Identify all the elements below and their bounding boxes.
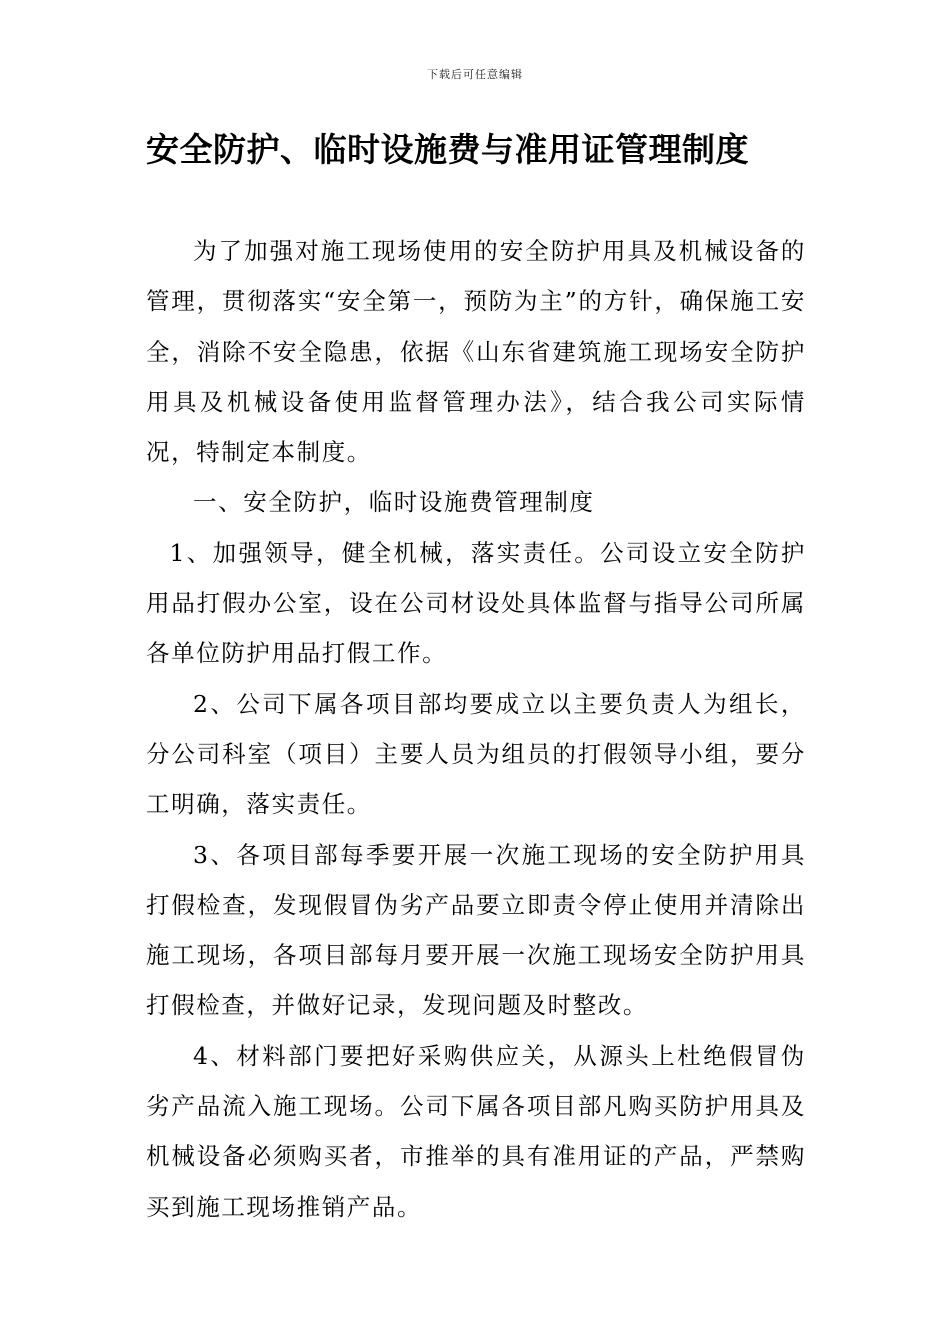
clause-3-paragraph: 3、各项目部每季要开展一次施工现场的安全防护用具打假检查，发现假冒伪劣产品要立即责令停止使用并清除出施工现场，各项目部每月要开展一次施工现场安全防护用具打假检查，并做好记录，发现问题及时整改。 (146, 840, 806, 1020)
clause-1-paragraph: 1、加强领导，健全机械，落实责任。公司设立安全防护用品打假办公室，设在公司材设处具体监督与指导公司所属各单位防护用品打假工作。 (146, 538, 806, 668)
clause-2-paragraph: 2、公司下属各项目部均要成立以主要负责人为组长，分公司科室（项目）主要人员为组员的打假领导小组，要分工明确，落实责任。 (146, 689, 806, 819)
section-heading: 一、安全防护，临时设施费管理制度 (193, 488, 595, 517)
page-header-note: 下载后可任意编辑 (427, 68, 523, 81)
intro-paragraph: 为了加强对施工现场使用的安全防护用具及机械设备的管理，贯彻落实“安全第一，预防为主”的方针，确保施工安全，消除不安全隐患，依据《山东省建筑施工现场安全防护用具及机械设备使用监督管理办法》，结合我公司实际情况，特制定本制度。 (146, 237, 806, 467)
document-body (146, 226, 806, 1232)
clause-4-paragraph: 4、材料部门要把好采购供应关，从源头上杜绝假冒伪劣产品流入施工现场。公司下属各项目部凡购买防护用具及机械设备必须购买者，市推举的具有准用证的产品，严禁购买到施工现场推销产品。 (146, 1041, 806, 1221)
document-title: 安全防护、临时设施费与准用证管理制度 (146, 130, 749, 169)
